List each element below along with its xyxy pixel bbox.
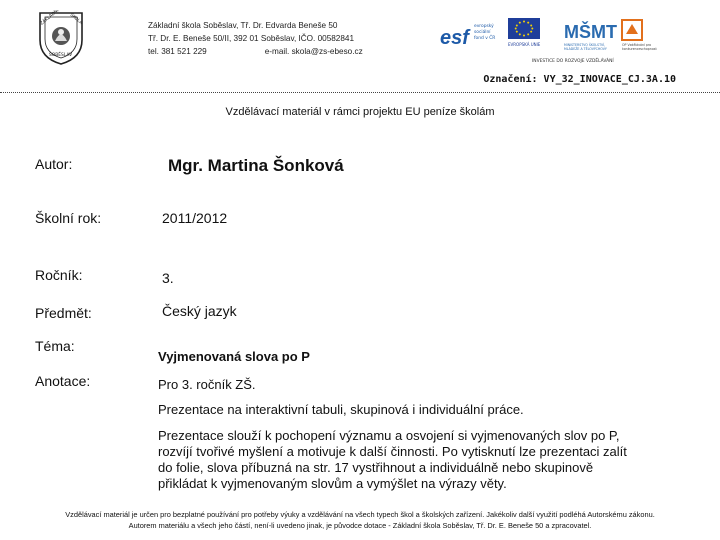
school-phone: tel. 381 521 229: [148, 47, 207, 56]
grade-value: 3.: [162, 270, 174, 286]
footer-note: [0, 509, 720, 531]
school-name: Základní škola Soběslav, Tř. Dr. Edvarda Beneše 50: [148, 21, 338, 30]
subject-label: Předmět:: [35, 305, 92, 321]
school-email: e-mail. skola@zs-ebeso.cz: [264, 47, 363, 56]
svg-text:MŠMT: MŠMT: [564, 22, 617, 42]
annotation-paragraph: [158, 428, 688, 492]
logos-strip-text: INVESTICE DO ROZVOJE VZDĚLÁVÁNÍ: [532, 59, 614, 64]
footer-line-1: Vzdělávací materiál je určen pro bezplatné používání pro potřeby výuky a vzdělávání na všech typech škol a školských zařízení. Jakékoliv další využití podléhá Autorskému zákonu.: [65, 510, 655, 519]
svg-text:MINISTERSTVO ŠKOLSTVÍ,: MINISTERSTVO ŠKOLSTVÍ,: [564, 43, 606, 47]
annotation-para-line: přikládat k vyjmenovaným slovům a vymýšlet na výrazy věty.: [158, 476, 507, 491]
svg-text:ŠKOLA: ŠKOLA: [68, 12, 83, 26]
school-seal-logo: [36, 10, 86, 66]
school-year-label: Školní rok:: [35, 210, 102, 226]
svg-text:evropský: evropský: [474, 24, 494, 29]
school-address: Tř. Dr. E. Beneše 50/II, 392 01 Soběslav, IČO. 00582841: [148, 34, 355, 43]
document-marker: Označení: VY_32_INOVACE_CJ.3A.10: [483, 74, 676, 85]
annotation-para-line: do folie, slova příbuzná na str. 17 vystřihnout a individuálně nebo skupinově: [158, 460, 594, 475]
svg-text:fond v ČR: fond v ČR: [474, 36, 496, 41]
svg-text:EVROPSKÁ UNIE: EVROPSKÁ UNIE: [508, 42, 541, 47]
svg-text:konkurenceschopnost: konkurenceschopnost: [622, 47, 657, 51]
op-vk-logo: [622, 20, 657, 51]
school-year-value: 2011/2012: [162, 210, 228, 226]
funding-logos: [440, 14, 672, 66]
header-divider: [0, 92, 720, 93]
author-value: Mgr. Martina Šonková: [168, 156, 344, 175]
topic-value: Vyjmenovaná slova po P: [158, 349, 310, 364]
topic-label: Téma:: [35, 338, 75, 354]
grade-label: Ročník:: [35, 267, 83, 283]
seal-lettering: ZÁKLADNÍ: [39, 10, 61, 27]
annotation-label: Anotace:: [35, 373, 91, 389]
msmt-logo: [564, 21, 617, 51]
esf-logo: [440, 22, 495, 49]
footer-line-2: Autorem materiálu a všech jeho částí, není-li uvedeno jinak, je původce dotace - Základní škola Soběslav, Tř. Dr. E. Beneše 50 a zpracovatel.: [128, 521, 592, 530]
subject-value: Český jazyk: [162, 303, 237, 319]
svg-text:OP Vzdělávání pro: OP Vzdělávání pro: [622, 43, 652, 47]
author-label: Autor:: [35, 156, 73, 172]
annotation-line-2: Prezentace na interaktivní tabuli, skupinová i individuální práce.: [158, 402, 524, 417]
annotation-para-line: rozvíjí tvořivé myšlení a motivuje k další činnosti. Po vytisknutí lze prezentaci zalít: [158, 444, 627, 459]
eu-flag-logo: [508, 18, 541, 47]
annotation-line-1: Pro 3. ročník ZŠ.: [158, 377, 256, 392]
svg-text:MLÁDEŽE A TĚLOVÝCHOVY: MLÁDEŽE A TĚLOVÝCHOVY: [564, 47, 607, 51]
school-info: [148, 19, 363, 58]
project-subtitle: Vzdělávací materiál v rámci projektu EU peníze školám: [225, 106, 495, 118]
svg-text:SOBĚSLAV: SOBĚSLAV: [49, 53, 73, 58]
annotation-para-line: Prezentace slouží k pochopení významu a osvojení si vyjmenovaných slov po P,: [158, 428, 620, 443]
svg-text:sociální: sociální: [474, 30, 491, 35]
svg-text:esf: esf: [440, 27, 469, 49]
